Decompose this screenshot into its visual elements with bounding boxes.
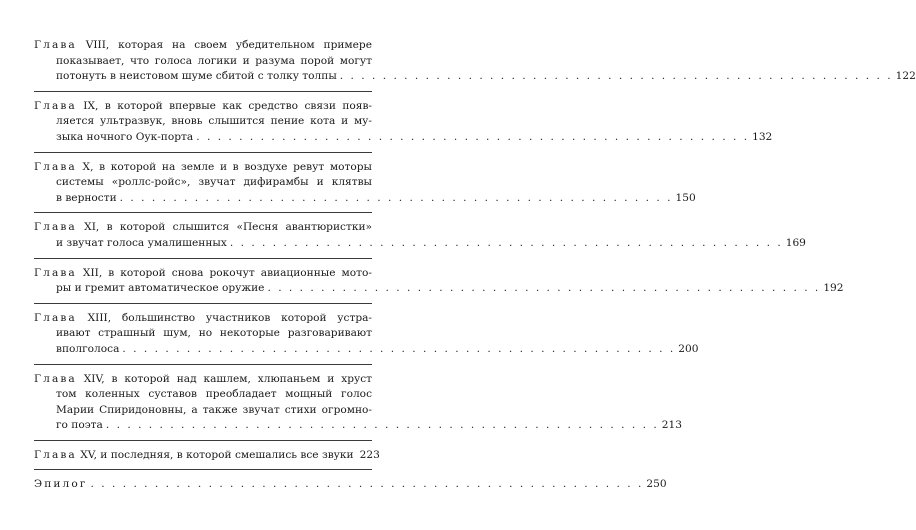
toc-entry-last-line — [34, 342, 699, 358]
dot-leader: . . . . . . . . . . . . . . . . . . . . . . . . . . . . . . . . . . . . . . . . . . . . . . . . . . . . — [267, 282, 821, 295]
chapter-title-text: ляется ультразвук, вновь слышится пение кота и му- — [56, 115, 372, 128]
chapter-title-text: системы «роллс-ройс», звучат дифирамбы и клятвы — [56, 176, 372, 189]
dot-leader: . . . . . . . . . . . . . . . . . . . . . . . . . . . . . . . . . . . . . . . . . . . . . . . . . . . . — [122, 342, 676, 355]
chapter-label: Глава — [34, 266, 77, 279]
dot-leader: . . . . . . . . . . . . . . . . . . . . . . . . . . . . . . . . . . . . . . . . . . . . . . . . . . . . — [105, 419, 659, 432]
chapter-title-text: ивают страшный шум, но некоторые разговаривают — [56, 327, 372, 340]
chapter-title-text: , в которой над кашлем, хлюпаньем и хруст — [101, 372, 373, 385]
page-number: 169 — [785, 236, 806, 249]
chapter-number: XI — [84, 221, 96, 234]
toc-entry-last-line — [34, 69, 916, 85]
chapter-label: Глава — [34, 311, 77, 324]
toc-entry-last-line — [34, 477, 667, 493]
toc-entry-line — [34, 160, 372, 176]
chapter-title-text: , в которой снова рокочут авиационные мото- — [98, 266, 372, 279]
toc-entry-chapter-9[interactable] — [34, 99, 773, 153]
dot-leader: . . . . . . . . . . . . . . . . . . . . . . . . . . . . . . . . . . . . . . . . . . . . . . . . . . . . — [229, 236, 783, 249]
page-number: 200 — [678, 342, 699, 355]
toc-entry-chapter-13[interactable] — [34, 311, 699, 365]
chapter-label: Глава — [34, 99, 77, 112]
chapter-title-text: том коленных суставов преобладает мощный голос — [56, 388, 372, 401]
chapter-label: Глава — [34, 39, 77, 51]
chapter-title-text: зыка ночного Оук-порта — [56, 130, 194, 143]
dot-leader: . . . . . . . . . . . . . . . . . . . . . . . . . . . . . . . . . . . . . . . . . . . . . . . . . . . . — [90, 478, 644, 491]
toc-entry-chapter-12[interactable] — [34, 266, 844, 304]
dot-leader: . . . . . . . . . . . . . . . . . . . . . . . . . . . . . . . . . . . . . . . . . . . . . . . . . . . . — [119, 191, 673, 204]
chapter-title-text: , в которой на земле и в воздухе ревут моторы — [90, 160, 372, 173]
chapter-label: Глава — [34, 160, 77, 173]
page-number: 213 — [661, 419, 682, 432]
chapter-number: IX — [83, 99, 96, 112]
toc-entry-last-line — [34, 130, 773, 146]
toc-entry-line — [34, 38, 372, 54]
dot-leader: . . . . . . . . . . . . . . . . . . . . . . . . . . . . . . . . . . . . . . . . . . . . . . . . . . . . — [339, 70, 893, 83]
chapter-title-text: вполголоса — [56, 342, 120, 355]
page-number: 250 — [646, 478, 667, 491]
chapter-number: X — [82, 160, 91, 173]
toc-entry-line — [34, 372, 372, 388]
toc-entry-line — [34, 448, 354, 464]
toc-entry-last-line — [34, 236, 806, 252]
chapter-title-text: го поэта — [56, 419, 103, 432]
chapter-label: Глава — [34, 448, 77, 461]
page-number: 132 — [752, 130, 773, 143]
chapter-title-text: показывает, что голоса логики и разума порой могут — [56, 54, 372, 67]
chapter-title-text: , в которой слышится «Песня авантюристки» — [95, 221, 372, 234]
chapter-number: XIV — [83, 372, 102, 385]
toc-entry-last-line — [34, 281, 844, 297]
chapter-label: Глава — [34, 372, 77, 385]
chapter-title-text: в верности — [56, 191, 117, 204]
chapter-title-text: , и последняя, в которой смешались все звуки — [93, 448, 354, 461]
chapter-title-text: и звучат голоса умалишенных — [56, 236, 227, 249]
chapter-number: XV — [80, 448, 94, 461]
epilogue-label: Эпилог — [34, 478, 88, 491]
toc-entry-chapter-8[interactable] — [34, 38, 916, 92]
toc-entry-last-line — [34, 191, 696, 207]
toc-entry-line — [34, 99, 372, 115]
page-number: 192 — [823, 282, 844, 295]
toc-entry-line — [34, 220, 372, 236]
toc-entry-line — [34, 311, 372, 327]
chapter-title-text: , в которой впервые как средство связи появ- — [95, 99, 372, 112]
toc-entry-chapter-15[interactable] — [34, 448, 380, 471]
toc-entry-chapter-10[interactable] — [34, 160, 696, 214]
toc-entry-chapter-11[interactable] — [34, 220, 806, 258]
toc-entry-epilogue[interactable] — [34, 477, 667, 499]
toc-entry-last-line — [34, 448, 380, 464]
chapter-number: XIII — [87, 311, 108, 324]
dot-leader: . . . . . . . . . . . . . . . . . . . . . . . . . . . . . . . . . . . . . . . . . . . . . . . . . . . . — [196, 130, 750, 143]
chapter-title-text: , которая на своем убедительном примере — [105, 39, 372, 51]
table-of-contents — [34, 38, 916, 506]
chapter-number: VIII — [85, 39, 106, 51]
page-number: 122 — [895, 70, 916, 83]
chapter-title-text: Марии Спиридоновны, а также звучат стихи огромно- — [56, 403, 372, 416]
chapter-number: XII — [82, 266, 99, 279]
page-number: 223 — [359, 448, 380, 461]
chapter-title-text: ры и гремит автоматическое оружие — [56, 282, 265, 295]
toc-entry-last-line — [34, 418, 682, 434]
chapter-title-text: потонуть в неистовом шуме сбитой с толку толпы — [56, 70, 337, 83]
page-number: 150 — [675, 191, 696, 204]
chapter-label: Глава — [34, 221, 77, 234]
chapter-title-text: , большинство участников которой устра- — [107, 311, 372, 324]
toc-entry-chapter-14[interactable] — [34, 372, 682, 441]
toc-entry-line — [34, 266, 372, 282]
